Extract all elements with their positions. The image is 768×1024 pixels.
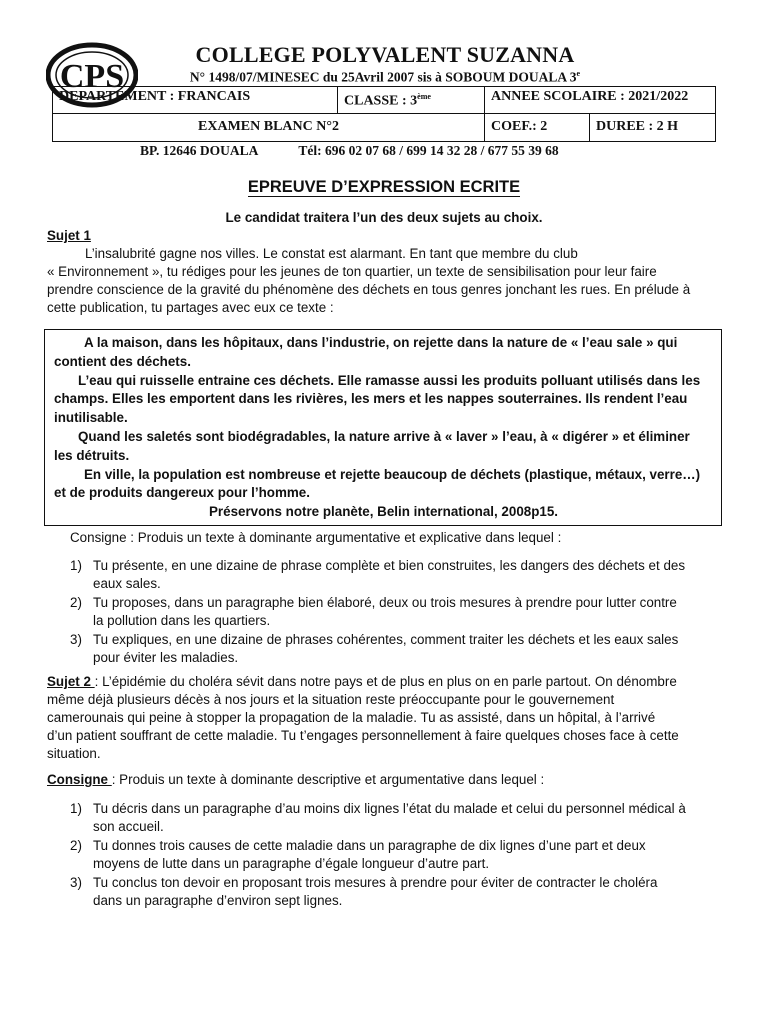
postal-box: BP. 12646 DOUALA: [140, 143, 259, 158]
sujet2-label: Sujet 2: [47, 674, 95, 689]
logo-text: CPS: [59, 58, 125, 95]
item-line: Tu proposes, dans un paragraphe bien élaboré, deux ou trois mesures à prendre pour lutter contre: [93, 595, 677, 610]
sujet2-line: même déjà plusieurs décès à nos jours et la situation reste préoccupante pour le gouvernement: [47, 692, 615, 707]
sujet1-paragraph: [47, 245, 727, 317]
consigne2-text: : Produis un texte à dominante descriptive et argumentative dans lequel :: [111, 772, 545, 787]
exam-title-text: EPREUVE D’EXPRESSION ECRITE: [247, 178, 521, 196]
sujet2-task-list: [70, 800, 725, 910]
item-line: Tu conclus ton devoir en proposant trois mesures à prendre pour éviter de contracter le choléra: [93, 875, 658, 890]
classe-cell: [338, 87, 485, 114]
list-item: [70, 800, 725, 836]
quote-box: [44, 329, 722, 526]
sujet2-line: situation.: [47, 746, 101, 761]
item-number: 3): [70, 632, 82, 647]
quote-line: En ville, la population est nombreuse et rejette beaucoup de déchets (plastique, métaux, verre…): [84, 466, 701, 482]
item-number: 2): [70, 595, 82, 610]
item-line: Tu présente, en une dizaine de phrase complète et bien construites, les dangers des déchets et des: [93, 558, 686, 573]
item-line: eaux sales.: [93, 576, 161, 591]
quote-line: L’eau qui ruisselle entraine ces déchets. Elle ramasse aussi les produits polluant utilisés dans les: [78, 372, 701, 388]
item-line: dans un paragraphe d’environ sept lignes.: [93, 893, 343, 908]
exam-title: [0, 178, 768, 197]
coef-cell: COEF.: 2: [485, 114, 590, 142]
quote-line: champs. Elles les emportent dans les rivières, les mers et les nappes souterraines. Ils rendent l’eau: [54, 391, 688, 407]
list-item: [70, 557, 725, 593]
item-line: pour éviter les maladies.: [93, 650, 239, 665]
classe-text: CLASSE : 3: [344, 93, 418, 109]
item-line: la pollution dans les quartiers.: [93, 613, 271, 628]
item-line: son accueil.: [93, 819, 164, 834]
registration-text: N° 1498/07/MINESEC du 25Avril 2007 sis à SOBOUM DOUALA 3: [189, 69, 577, 85]
sujet1-task-list: [70, 557, 725, 667]
sujet1-line: prendre conscience de la gravité du phénomène des déchets en tous genres jonchant les rues. En prélude à: [47, 282, 691, 297]
item-line: moyens de lutte dans un paragraphe d’égale longueur d’autre part.: [93, 856, 490, 871]
phone-numbers: Tél: 696 02 07 68 / 699 14 32 28 / 677 55 39 68: [298, 143, 559, 158]
quote-line: et de produits dangereux pour l’homme.: [54, 485, 310, 501]
list-item: [70, 631, 725, 667]
school-name: COLLEGE POLYVALENT SUZANNA: [195, 42, 575, 67]
sujet1-consigne: Consigne : Produis un texte à dominante argumentative et explicative dans lequel :: [70, 530, 562, 545]
quote-line: les détruits.: [54, 447, 130, 463]
departement-cell: DEPARTEMENT : FRANCAIS: [53, 87, 338, 114]
registration-sup: e: [576, 69, 581, 78]
item-number: 1): [70, 558, 82, 573]
quote-line: A la maison, dans les hôpitaux, dans l’industrie, on rejette dans la nature de « l’eau sale » qui: [84, 335, 678, 350]
sujet2-consigne: [47, 771, 544, 789]
quote-line: Quand les saletés sont biodégradables, la nature arrive à « laver » l’eau, à « digérer » et éliminer: [78, 428, 690, 444]
sujet1-line: cette publication, tu partages avec eux ce texte :: [47, 300, 334, 315]
item-number: 1): [70, 801, 82, 816]
item-line: Tu expliques, en une dizaine de phrases cohérentes, comment traiter les déchets et les eaux sales: [93, 632, 679, 647]
sujet1-line: L’insalubrité gagne nos villes. Le constat est alarmant. En tant que membre du club: [85, 246, 578, 261]
list-item: [70, 837, 725, 873]
item-number: 3): [70, 875, 82, 890]
sujet1-line: « Environnement », tu rédiges pour les jeunes de ton quartier, un texte de sensibilisation pour leur faire: [47, 264, 657, 279]
item-line: Tu donnes trois causes de cette maladie dans un paragraphe de dix lignes d’une part et deux: [93, 838, 646, 853]
sujet2-line: camerounais qui peine à stopper la propagation de la maladie. Tu as assisté, dans un hôpital, à l’arrivé: [47, 710, 656, 725]
sujet2-paragraph: [47, 673, 727, 763]
quote-line: inutilisable.: [54, 410, 128, 426]
sujet2-line: : L’épidémie du choléra sévit dans notre pays et de plus en plus on en parle partout. On dénombre: [94, 674, 677, 689]
contact-line: [140, 143, 640, 159]
list-item: [70, 594, 725, 630]
annee-cell: ANNEE SCOLAIRE : 2021/2022: [485, 87, 716, 114]
quote-source: Préservons notre planète, Belin international, 2008p15.: [208, 504, 559, 520]
header-info-table: [52, 86, 716, 142]
sujet2-line: d’un patient souffrant de cette maladie. Tu t’engages personnellement à faire quelques choses face à cette: [47, 728, 679, 743]
consigne2-label: Consigne: [47, 772, 112, 787]
item-number: 2): [70, 838, 82, 853]
instruction: Le candidat traitera l’un des deux sujets au choix.: [225, 210, 543, 225]
sujet1-heading: Sujet 1: [47, 228, 91, 243]
item-line: Tu décris dans un paragraphe d’au moins dix lignes l’état du malade et celui du personnel médical à: [93, 801, 686, 816]
examen-cell: EXAMEN BLANC N°2: [53, 114, 485, 142]
quote-line: contient des déchets.: [54, 353, 191, 369]
duree-cell: DUREE : 2 H: [590, 114, 716, 142]
classe-sup: ème: [417, 92, 431, 101]
list-item: [70, 874, 725, 910]
registration-line: [150, 69, 620, 86]
